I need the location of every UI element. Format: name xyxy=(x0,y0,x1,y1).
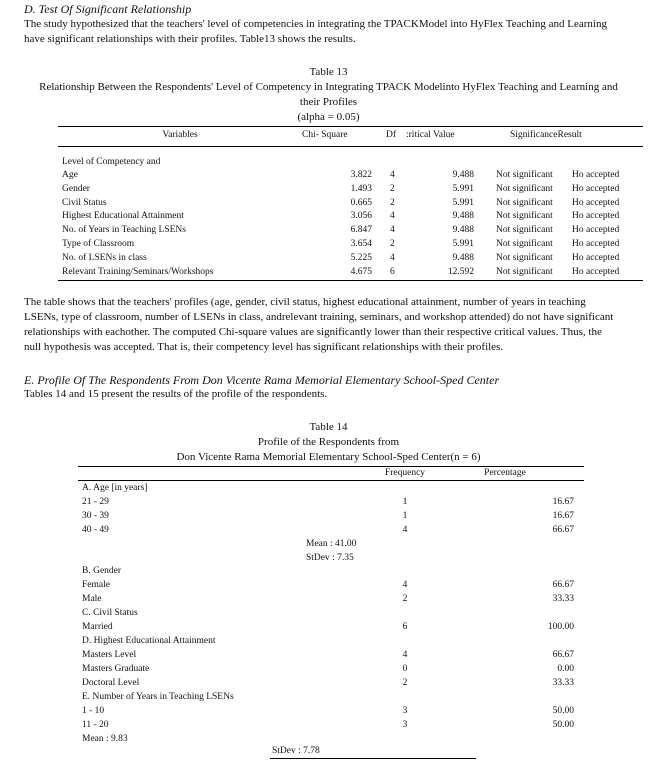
table-13-title-line1: Relationship Between the Respondents' Level of Competency in Integrating TPACK Modelinto HyFlex Teaching and Learning and xyxy=(39,81,618,93)
table-14-title-line2: Don Vicente Rama Memorial Elementary School-Sped Center(n = 6) xyxy=(176,451,481,463)
table-14-top-rule xyxy=(78,466,584,467)
table-13-header-sigresult: SignificanceResult xyxy=(510,130,582,140)
table-14-bottom-rule xyxy=(270,758,476,759)
table-13-cell-variable: Age xyxy=(62,170,78,180)
table-14-header-percentage: Percentage xyxy=(484,468,526,478)
table-13-bottom-rule xyxy=(58,280,643,281)
table-14-group-title: E. Number of Years in Teaching LSENs xyxy=(82,692,234,702)
table-13-cell-critical: 5.991 xyxy=(452,198,474,208)
table-14-row-percentage: 66.67 xyxy=(552,580,574,590)
table-13-cell-chi: 3.822 xyxy=(350,170,372,180)
table-13-cell-chi: 3.654 xyxy=(350,239,372,249)
table-14-row-label: 11 - 20 xyxy=(82,720,109,730)
table-13-header-df: Df xyxy=(386,130,397,140)
table-14-group-title: A. Age [in years] xyxy=(82,483,148,493)
table-13-cell-significance: Not significant xyxy=(496,225,553,235)
table-13-cell-critical: 9.488 xyxy=(452,170,474,180)
table-13-title-line2: their Profiles xyxy=(299,96,358,108)
table-13-cell-significance: Not significant xyxy=(496,170,553,180)
table-14-title-line1: Profile of the Respondents from xyxy=(257,436,400,448)
table-13-cell-result: Ho accepted xyxy=(572,225,620,235)
table-13-cell-critical: 5.991 xyxy=(452,184,474,194)
table-14-row-frequency: 6 xyxy=(402,622,408,632)
table-13-cell-chi: 3.056 xyxy=(350,211,372,221)
table-14-label: Table 14 xyxy=(309,421,348,433)
table-14-age-mean: Mean : 41.00 xyxy=(306,539,357,549)
section-e-intro: Tables 14 and 15 present the results of the profile of the respondents. xyxy=(24,388,328,400)
table-14-row-frequency: 0 xyxy=(402,664,408,674)
table-13-header-variables: Variables xyxy=(162,130,198,140)
table-14-row-percentage: 33.33 xyxy=(552,594,574,604)
table-13-cell-df: 2 xyxy=(390,184,395,194)
table-14-row-percentage: 100.00 xyxy=(547,622,574,632)
table-14-group-title: C. Civil Status xyxy=(82,608,138,618)
table-13-cell-result: Ho accepted xyxy=(572,267,620,277)
table-13-cell-df: 4 xyxy=(390,253,395,263)
table-13-header-critical: :ritical Value xyxy=(406,130,455,140)
table-13-cell-critical: 9.488 xyxy=(452,225,474,235)
table-13-cell-variable: Civil Status xyxy=(62,198,107,208)
table-14-group-title: B. Gender xyxy=(82,566,122,576)
table-13-cell-significance: Not significant xyxy=(496,211,553,221)
table-14-row-label: Doctoral Level xyxy=(82,678,140,688)
table-13-cell-significance: Not significant xyxy=(496,239,553,249)
table-13-cell-variable: Highest Educational Attainment xyxy=(62,211,184,221)
table-14-group-title: D. Highest Educational Attainment xyxy=(82,636,216,646)
discussion-line4: null hypothesis was accepted. That is, their competency level has significant relationships with their profiles. xyxy=(24,341,504,353)
table-13-cell-chi: 5.225 xyxy=(350,253,372,263)
table-14-row-percentage: 33.33 xyxy=(552,678,574,688)
table-13-cell-critical: 5.991 xyxy=(452,239,474,249)
table-14-row-percentage: 16.67 xyxy=(552,497,574,507)
table-14-row-label: Masters Graduate xyxy=(82,664,150,674)
table-14-row-label: Female xyxy=(82,580,110,590)
table-13-cell-result: Ho accepted xyxy=(572,239,620,249)
table-13-cell-critical: 9.488 xyxy=(452,211,474,221)
table-14-years-mean: Mean : 9.83 xyxy=(82,734,128,744)
table-13-cell-df: 4 xyxy=(390,211,395,221)
table-13-cell-variable: No. of Years in Teaching LSENs xyxy=(62,225,186,235)
table-13-cell-variable: Gender xyxy=(62,184,90,194)
table-13-cell-significance: Not significant xyxy=(496,253,553,263)
table-13-cell-df: 4 xyxy=(390,225,395,235)
table-13-header-chi: Chi- Square xyxy=(302,130,348,140)
table-14-row-percentage: 16.67 xyxy=(552,511,574,521)
table-14-row-percentage: 0.00 xyxy=(557,664,574,674)
table-14-row-percentage: 50.00 xyxy=(552,720,574,730)
table-14-row-label: Male xyxy=(82,594,102,604)
table-13-label: Table 13 xyxy=(309,66,348,78)
table-13-cell-df: 4 xyxy=(390,170,395,180)
table-13-cell-result: Ho accepted xyxy=(572,184,620,194)
table-14-row-label: Married xyxy=(82,622,113,632)
table-13-cell-significance: Not significant xyxy=(496,198,553,208)
table-13-cell-chi: 6.847 xyxy=(350,225,372,235)
table-13-cell-result: Ho accepted xyxy=(572,211,620,221)
table-13-cell-significance: Not significant xyxy=(496,184,553,194)
table-13-cell-chi: 4.675 xyxy=(350,267,372,277)
table-14-row-frequency: 2 xyxy=(402,594,408,604)
table-14-row-frequency: 2 xyxy=(402,678,408,688)
table-13-cell-variable: Type of Classroom xyxy=(62,239,135,249)
table-14-row-percentage: 50.00 xyxy=(552,706,574,716)
table-13-cell-variable: Relevant Training/Seminars/Workshops xyxy=(62,267,214,277)
table-14-header-frequency: Frequency xyxy=(384,468,426,478)
table-14-years-stdev: StDev : 7.78 xyxy=(272,746,320,756)
table-14-row-frequency: 4 xyxy=(402,525,408,535)
table-14-row-percentage: 66.67 xyxy=(552,650,574,660)
table-13-cell-variable: No. of LSENs in class xyxy=(62,253,147,263)
table-13-cell-critical: 12.592 xyxy=(447,267,474,277)
table-13-cell-result: Ho accepted xyxy=(572,170,620,180)
table-13-top-rule xyxy=(58,126,643,127)
table-14-row-label: 40 - 49 xyxy=(82,525,109,535)
section-d-intro-line1: The study hypothesized that the teachers' level of competencies in integrating the TPACKModel into HyFlex Teaching and Learning xyxy=(24,18,607,30)
table-14-row-label: 1 - 10 xyxy=(82,706,105,716)
table-14-row-percentage: 66.67 xyxy=(552,525,574,535)
table-14-row-label: 21 - 29 xyxy=(82,497,109,507)
table-13-cell-result: Ho accepted xyxy=(572,198,620,208)
table-13-header-rule xyxy=(58,146,643,147)
table-13-cell-df: 2 xyxy=(390,198,395,208)
table-13-cell-chi: 1.493 xyxy=(350,184,372,194)
table-13-cell-chi: 0.665 xyxy=(350,198,372,208)
discussion-line3: relationships with eachother. The computed Chi-square values are significantly lower than their respective critical values. Thus, the xyxy=(24,326,602,338)
table-14-row-frequency: 4 xyxy=(402,580,408,590)
table-13-cell-df: 2 xyxy=(390,239,395,249)
table-14-row-label: 30 - 39 xyxy=(82,511,109,521)
section-d-heading: D. Test Of Significant Relationship xyxy=(24,2,192,16)
table-13-cell-significance: Not significant xyxy=(496,267,553,277)
table-14-row-frequency: 3 xyxy=(402,706,408,716)
discussion-line2: LSENs, type of classroom, number of LSENs in class, andrelevant training, seminars, and workshop attended) do not have significant xyxy=(24,311,614,323)
table-13-alpha: (alpha = 0.05) xyxy=(297,111,360,123)
discussion-line1: The table shows that the teachers' profiles (age, gender, civil status, highest educational attainment, number of years in teaching xyxy=(24,296,586,308)
table-14-row-label: Masters Level xyxy=(82,650,137,660)
table-14-row-frequency: 1 xyxy=(402,497,408,507)
table-14-row-frequency: 3 xyxy=(402,720,408,730)
table-13-cell-df: 6 xyxy=(390,267,395,277)
table-14-row-frequency: 4 xyxy=(402,650,408,660)
table-13-group-label: Level of Competency and xyxy=(62,157,161,167)
table-14-header-rule xyxy=(78,480,584,481)
table-14-row-frequency: 1 xyxy=(402,511,408,521)
table-13-cell-critical: 9.488 xyxy=(452,253,474,263)
section-e-heading: E. Profile Of The Respondents From Don Vicente Rama Memorial Elementary School-Sped Center xyxy=(24,373,500,387)
section-d-intro-line2: have significant relationships with their profiles. Table13 shows the results. xyxy=(24,33,356,45)
table-13-cell-result: Ho accepted xyxy=(572,253,620,263)
table-14-age-stdev: StDev : 7.35 xyxy=(306,553,354,563)
